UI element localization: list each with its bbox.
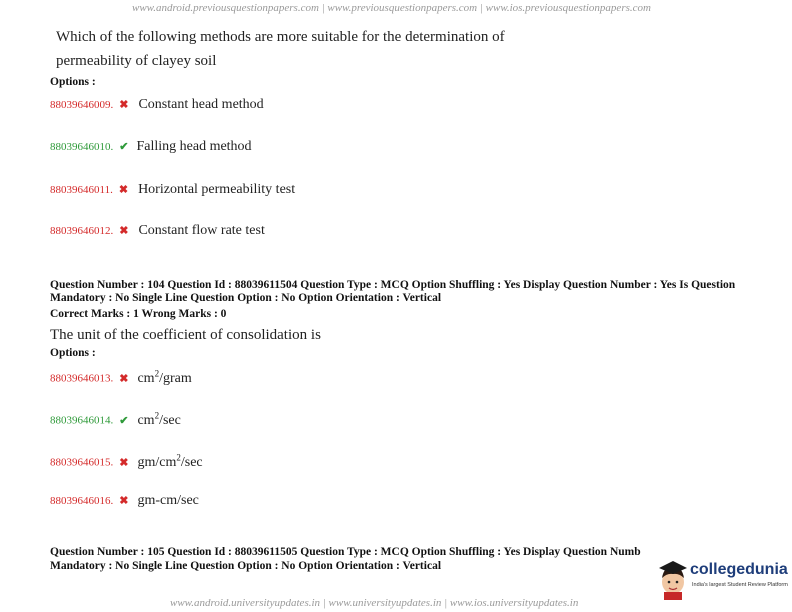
cross-icon: ✖ <box>119 99 129 111</box>
check-icon: ✔ <box>119 414 129 427</box>
option-text: gm-cm/sec <box>137 493 199 508</box>
question-meta-line1: Question Number : 104 Question Id : 88039611504 Question Type : MCQ Option Shuffling : Yes Display Question Number : Yes Is Question <box>50 279 736 291</box>
cross-icon: ✖ <box>119 456 129 469</box>
option-row <box>50 452 203 471</box>
question-meta-line2: Mandatory : No Single Line Question Option : No Option Orientation : Vertical <box>50 292 442 304</box>
options-label: Options : <box>50 76 96 88</box>
option-row <box>50 180 295 198</box>
option-text: $cm^2/\sec$ <box>137 410 181 428</box>
option-id: 88039646016. <box>50 495 114 507</box>
cross-icon: ✖ <box>118 184 129 196</box>
option-id: 88039646014. <box>50 414 114 427</box>
cross-icon: ✖ <box>119 372 129 385</box>
option-id: 88039646012. <box>50 225 114 237</box>
option-row <box>50 368 192 387</box>
option-id: 88039646013. <box>50 372 114 385</box>
footer-watermark: www.android.universityupdates.in | www.universityupdates.in | www.ios.universityupdates.in <box>170 597 579 609</box>
option-text: Horizontal permeability test <box>138 182 296 197</box>
question-text: The unit of the coefficient of consolidation is <box>50 327 321 343</box>
question-text-line1: Which of the following methods are more suitable for the determination of <box>56 29 505 45</box>
option-id: 88039646015. <box>50 456 114 469</box>
option-text: $cm^2$/gram <box>137 368 192 386</box>
option-row <box>50 137 252 155</box>
check-icon: ✔ <box>119 141 129 153</box>
option-id: 88039646010. <box>50 141 114 153</box>
cross-icon: ✖ <box>119 225 129 237</box>
question-marks: Correct Marks : 1 Wrong Marks : 0 <box>50 308 227 320</box>
option-text: $gm/cm^2/\sec$ <box>137 452 203 470</box>
question-meta-line1: Question Number : 105 Question Id : 88039611505 Question Type : MCQ Option Shuffling : Yes Display Question Numb <box>50 546 641 558</box>
option-row <box>50 95 264 113</box>
question-text-line2: permeability of clayey soil <box>56 53 217 69</box>
cross-icon: ✖ <box>119 495 129 507</box>
option-row <box>50 491 199 509</box>
option-id: 88039646009. <box>50 99 114 111</box>
question-meta-line2: Mandatory : No Single Line Question Option : No Option Orientation : Vertical <box>50 560 442 572</box>
logo-tagline: India's largest Student Review Platform <box>692 582 788 588</box>
header-watermark: www.android.previousquestionpapers.com | www.previousquestionpapers.com | www.ios.previousquestionpapers.com <box>132 2 651 14</box>
option-text: Constant flow rate test <box>138 223 265 238</box>
option-text: Constant head method <box>138 97 264 112</box>
option-id: 88039646011. <box>50 184 113 196</box>
option-row <box>50 221 265 239</box>
option-text: Falling head method <box>136 139 252 154</box>
options-label: Options : <box>50 347 96 359</box>
option-row <box>50 410 181 429</box>
graduate-mascot-icon <box>659 561 687 600</box>
logo-name: collegedunia <box>690 561 788 578</box>
